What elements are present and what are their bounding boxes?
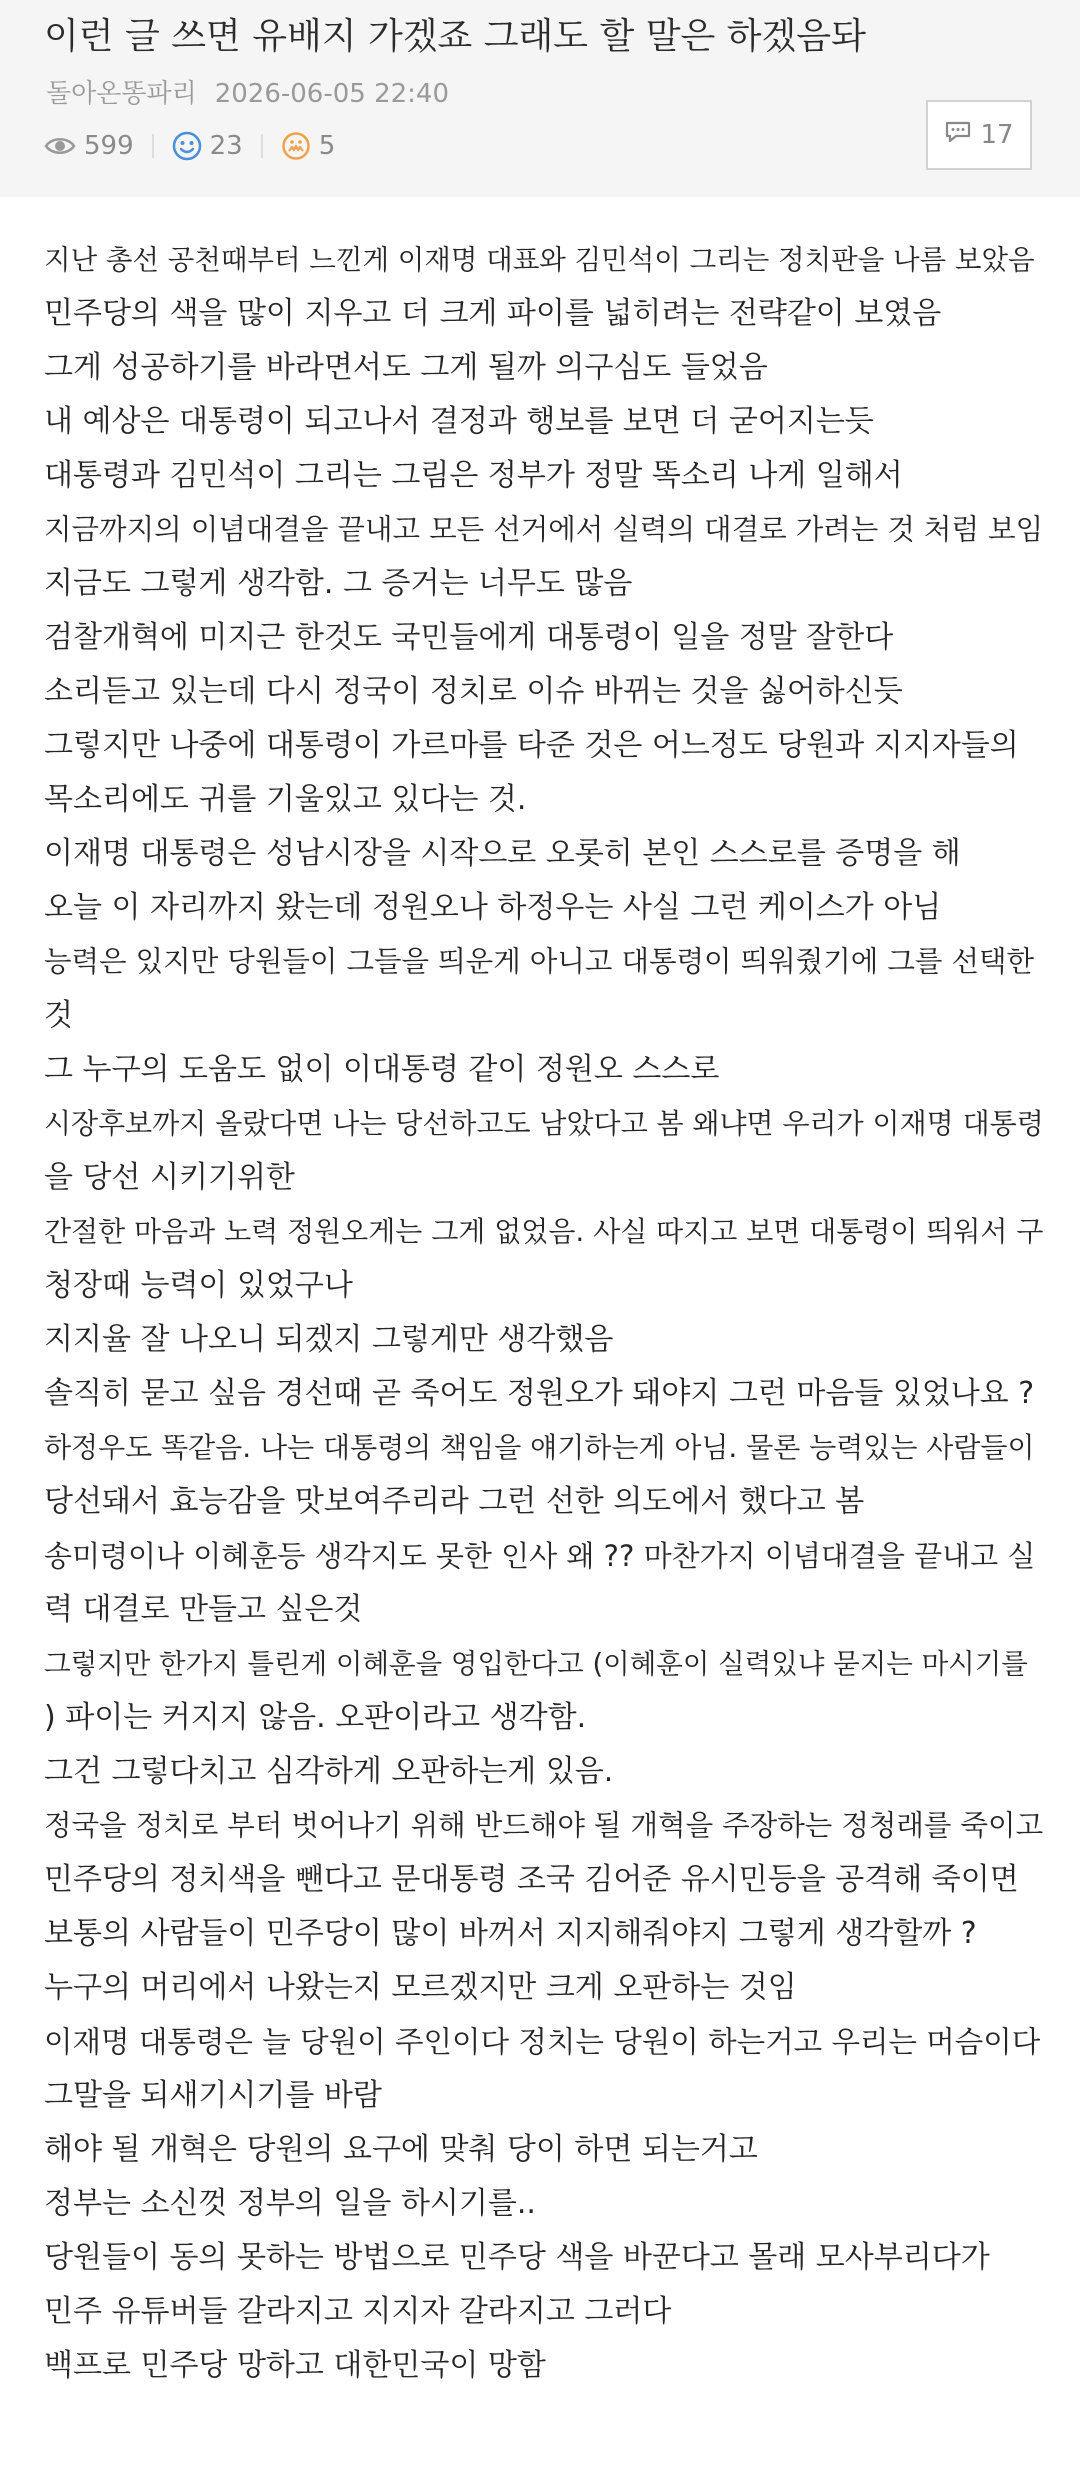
body-line: 보통의 사람들이 민주당이 많이 바꺼서 지지해줘야지 그렇게 생각할까 ? [44, 1916, 977, 1951]
body-line: 능력은 있지만 당원들이 그들을 띄운게 아니고 대통령이 띄워줬기에 그를 선택한 [44, 945, 1035, 978]
body-line: 지난 총선 공천때부터 느낀게 이재명 대표와 김민석이 그리는 정치판을 나름 보았음 [44, 244, 1035, 276]
view-count: 599 [84, 131, 134, 161]
body-line: 지금까지의 이념대결을 끝내고 모든 선거에서 실력의 대결로 가려는 것 처럼 보임 [44, 513, 1044, 546]
body-line: 정국을 정치로 부터 벗어나기 위해 반드해야 될 개혁을 주장하는 정청래를 죽이고 [44, 1809, 1044, 1842]
comment-count: 17 [980, 120, 1014, 150]
comments-button[interactable] [926, 100, 1032, 170]
body-line: 목소리에도 귀를 기울있고 있다는 것. [44, 782, 527, 817]
body-line: 력 대결로 만들고 싶은것 [44, 1592, 363, 1627]
body-line: 민주당의 정치색을 뺀다고 문대통령 조국 김어준 유시민등을 공격해 죽이면 [44, 1862, 1019, 1897]
body-line: ) 파이는 커지지 않음. 오판이라고 생각함. [44, 1700, 587, 1735]
post-stats [44, 128, 335, 164]
body-line: 지지율 잘 나오니 되겠지 그렇게만 생각했음 [44, 1322, 614, 1357]
body-line: 대통령과 김민석이 그리는 그림은 정부가 정말 똑소리 나게 일해서 [44, 458, 903, 493]
body-line: 누구의 머리에서 나왔는지 모르겠지만 크게 오판하는 것임 [44, 1970, 797, 2005]
post-date: 2026-06-05 22:40 [214, 79, 449, 109]
stats-divider [152, 134, 154, 158]
comment-bubble-icon [944, 120, 972, 151]
body-line: 내 예상은 대통령이 되고나서 결정과 행보를 보면 더 굳어지는듯 [44, 404, 874, 439]
body-line: 그말을 되새기시기를 바람 [44, 2078, 382, 2113]
smiley-icon[interactable] [172, 131, 202, 161]
body-line: 소리듣고 있는데 다시 정국이 정치로 이슈 바뀌는 것을 싫어하신듯 [44, 674, 903, 709]
body-line: 민주 유튜버들 갈라지고 지지자 갈라지고 그러다 [44, 2294, 672, 2329]
body-line: 시장후보까지 올랐다면 나는 당선하고도 남았다고 봄 왜냐면 우리가 이재명 대통령 [44, 1107, 1044, 1140]
body-line: 정부는 소신껏 정부의 일을 하시기를.. [44, 2186, 536, 2221]
body-line: 검찰개혁에 미지근 한것도 국민들에게 대통령이 일을 정말 잘한다 [44, 620, 894, 655]
body-line: 을 당선 시키기위한 [44, 1160, 295, 1195]
body-line: 이재명 대통령은 늘 당원이 주인이다 정치는 당원이 하는거고 우리는 머슴이다 [44, 2025, 1041, 2059]
body-line: 솔직히 묻고 싶음 경선때 곧 죽어도 정원오가 돼야지 그런 마음들 있었나요 ? [44, 1376, 1035, 1411]
body-line: 그 누구의 도움도 없이 이대통령 같이 정원오 스스로 [44, 1052, 720, 1087]
body-line: 이재명 대통령은 성남시장을 시작으로 오롯히 본인 스스로를 증명을 해 [44, 836, 961, 871]
dislike-count: 5 [318, 131, 336, 161]
body-line: 청장때 능력이 있었구나 [44, 1268, 353, 1303]
body-line: 그건 그렇다치고 심각하게 오판하는게 있음. [44, 1754, 614, 1789]
body-line: 민주당의 색을 많이 지우고 더 크게 파이를 넓히려는 전략같이 보였음 [44, 296, 942, 331]
post-title: 이런 글 쓰면 유배지 가겠죠 그래도 할 말은 하겠음돠 [44, 16, 866, 57]
body-line: 백프로 민주당 망하고 대한민국이 망함 [44, 2348, 546, 2383]
post-header [0, 0, 1080, 197]
likes-stat[interactable] [172, 131, 243, 161]
author-name[interactable]: 돌아온똥파리 [46, 79, 197, 109]
body-line: 간절한 마음과 노력 정원오게는 그게 없었음. 사실 따지고 보면 대통령이 띄워서 구 [44, 1215, 1044, 1248]
body-line: 오늘 이 자리까지 왔는데 정원오나 하정우는 사실 그런 케이스가 아님 [44, 890, 942, 925]
post-meta [46, 76, 449, 112]
hand-over-face-icon[interactable] [281, 131, 311, 161]
views-stat [44, 131, 134, 161]
body-line: 지금도 그렇게 생각함. 그 증거는 너무도 많음 [44, 566, 633, 601]
body-line: 송미령이나 이혜훈등 생각지도 못한 인사 왜 ?? 마찬가지 이념대결을 끝내고 실 [44, 1539, 1036, 1573]
body-line: 당선돼서 효능감을 맛보여주리라 그런 선한 의도에서 했다고 봄 [44, 1484, 865, 1519]
body-line: 해야 될 개혁은 당원의 요구에 맞춰 당이 하면 되는거고 [44, 2132, 758, 2167]
like-count: 23 [209, 131, 243, 161]
stats-divider [261, 134, 263, 158]
body-line: 것 [44, 998, 73, 1033]
body-line: 그게 성공하기를 바라면서도 그게 될까 의구심도 들었음 [44, 350, 768, 385]
dislikes-stat[interactable] [281, 131, 336, 161]
body-line: 그렇지만 한가지 틀린게 이혜훈을 영입한다고 (이혜훈이 실력있냐 묻지는 마시기를 [44, 1648, 1028, 1680]
eye-icon [44, 135, 76, 157]
body-line: 하정우도 똑같음. 나는 대통령의 책임을 얘기하는게 아님. 물론 능력있는 사람들이 [44, 1431, 1035, 1464]
body-line: 그렇지만 나중에 대통령이 가르마를 타준 것은 어느정도 당원과 지지자들의 [44, 728, 1019, 763]
body-line: 당원들이 동의 못하는 방법으로 민주당 색을 바꾼다고 몰래 모사부리다가 [44, 2240, 990, 2275]
post-body [44, 233, 1044, 2393]
